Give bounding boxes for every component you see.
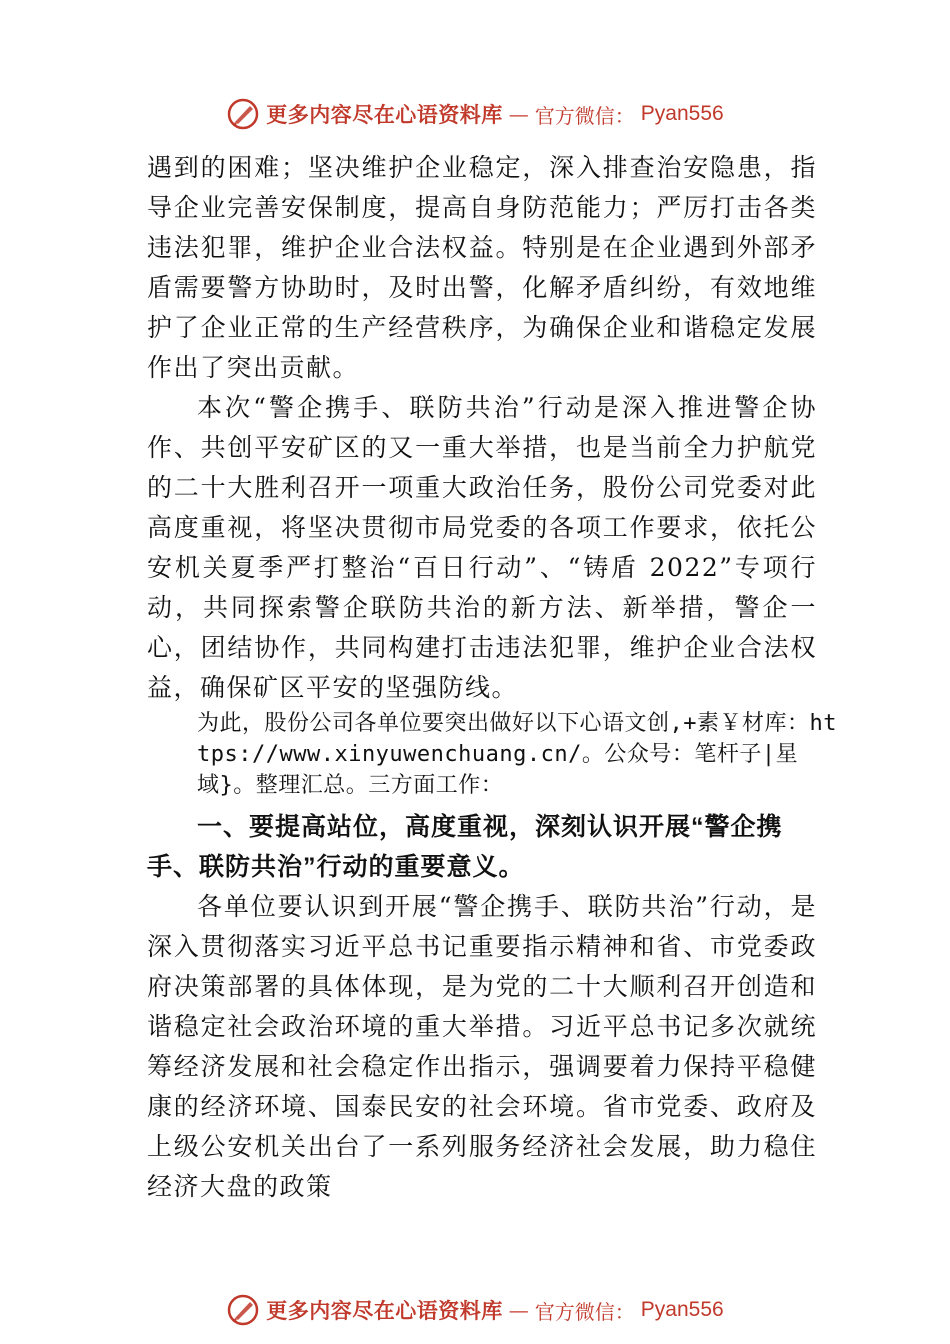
banner-contact-id: Pyan556 [640, 102, 724, 125]
quill-logo-icon [226, 1293, 260, 1327]
paragraph-1: 遇到的困难；坚决维护企业稳定，深入排查治安隐患，指导企业完善安保制度，提高自身防范能力；严厉打击各类违法犯罪，维护企业合法权益。特别是在企业遇到外部矛盾需要警方协助时，及时出警，化解矛盾纠纷，有效地维护了企业正常的生产经营秩序，为确保企业和谐稳定发展作出了突出贡献。 [147, 153, 817, 382]
banner-contact-id: Pyan556 [640, 1298, 724, 1321]
banner-main-text: 更多内容尽在心语资料库 [266, 1298, 503, 1323]
paragraph-2: 本次“警企携手、联防共治”行动是深入推进警企协作、共创平安矿区的又一重大举措，也是当前全力护航党的二十大胜利召开一项重大政治任务，股份公司党委对此高度重视，将坚决贯彻市局党委的各项工作要求，依托公安机关夏季严打整治“百日行动”、“铸盾 2022”专项行动，共同探索警企联防共治的新方法、新举措，警企一心，团结协作，共同构建打击违法犯罪，维护企业合法权益，确保矿区平安的坚强防线。 [147, 393, 817, 702]
paragraph-4: 各单位要认识到开展“警企携手、联防共治”行动，是深入贯彻落实习近平总书记重要指示精神和省、市党委政府决策部署的具体体现，是为党的二十大顺利召开创造和谐稳定社会政治环境的重大举措。习近平总书记多次就统筹经济发展和社会稳定作出指示，强调要着力保持平稳健康的经济环境、国泰民安的社会环境。省市党委、政府及上级公安机关出台了一系列服务经济社会发展，助力稳住经济大盘的政策 [147, 892, 817, 1201]
paragraph-3: 为此，股份公司各单位要突出做好以下心语文创,+素￥材库：https://www.xinyuwenchuang.cn/。公众号：笔杆子|星域}。整理汇总。三方面工作： [197, 711, 837, 798]
section-heading-1: 一、要提高站位，高度重视，深刻认识开展“警企携手、联防共治”行动的重要意义。 [147, 813, 783, 881]
header-banner [0, 92, 950, 136]
quill-logo-icon [226, 97, 260, 131]
banner-separator: — [508, 102, 529, 126]
banner-contact-label: 官方微信： [534, 103, 635, 128]
banner-separator: — [508, 1298, 529, 1322]
banner-contact-label: 官方微信： [534, 1299, 635, 1324]
footer-banner [0, 1288, 950, 1332]
document-body [147, 148, 837, 1207]
banner-main-text: 更多内容尽在心语资料库 [266, 102, 503, 127]
